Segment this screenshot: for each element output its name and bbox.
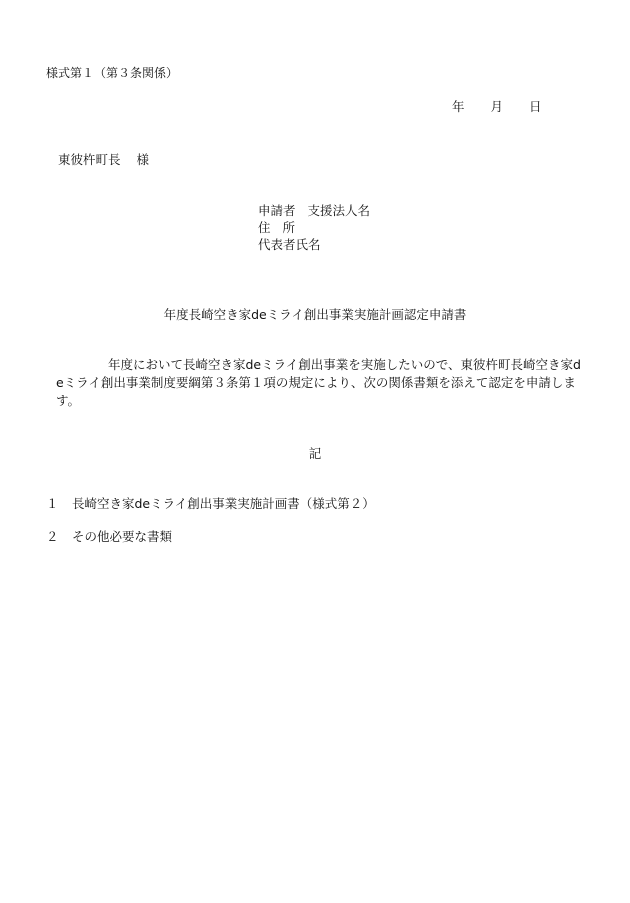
addressee-honorific: 様	[136, 152, 150, 167]
list-item-text: その他必要な書類	[72, 529, 173, 544]
ki-heading: 記	[308, 446, 322, 461]
addressee-name: 東彼杵町長	[58, 152, 121, 167]
date-line	[452, 97, 542, 115]
document-title: 年度長崎空き家deミライ創出事業実施計画認定申請書	[163, 307, 467, 322]
date-month-label: 月	[490, 99, 504, 114]
applicant-address-row	[258, 219, 370, 236]
attachment-list	[46, 494, 375, 560]
applicant-org-label: 支援法人名	[307, 203, 371, 218]
list-item	[46, 527, 375, 560]
address-label-part-2: 所	[282, 220, 296, 235]
list-item-number: ２	[46, 529, 59, 544]
list-item-number: １	[46, 496, 59, 511]
addressee	[58, 150, 149, 168]
applicant-representative-row	[258, 236, 370, 253]
list-item	[46, 494, 375, 527]
applicant-org-row	[258, 202, 370, 219]
applicant-label: 申請者	[258, 203, 296, 218]
application-body-text: 年度において長崎空き家deミライ創出事業を実施したいので、東彼杵町長崎空き家deミライ創出事業制度要綱第３条第１項の規定により、次の関係書類を添えて認定を申請します。	[56, 357, 581, 408]
date-year-label: 年	[452, 99, 465, 114]
date-day-label: 日	[529, 99, 542, 114]
representative-label: 代表者氏名	[258, 237, 321, 252]
list-item-text: 長崎空き家deミライ創出事業実施計画書（様式第２）	[72, 496, 375, 511]
form-number: 様式第１（第３条関係）	[46, 66, 179, 80]
address-label-part-1: 住	[258, 220, 271, 235]
applicant-block	[258, 202, 370, 253]
